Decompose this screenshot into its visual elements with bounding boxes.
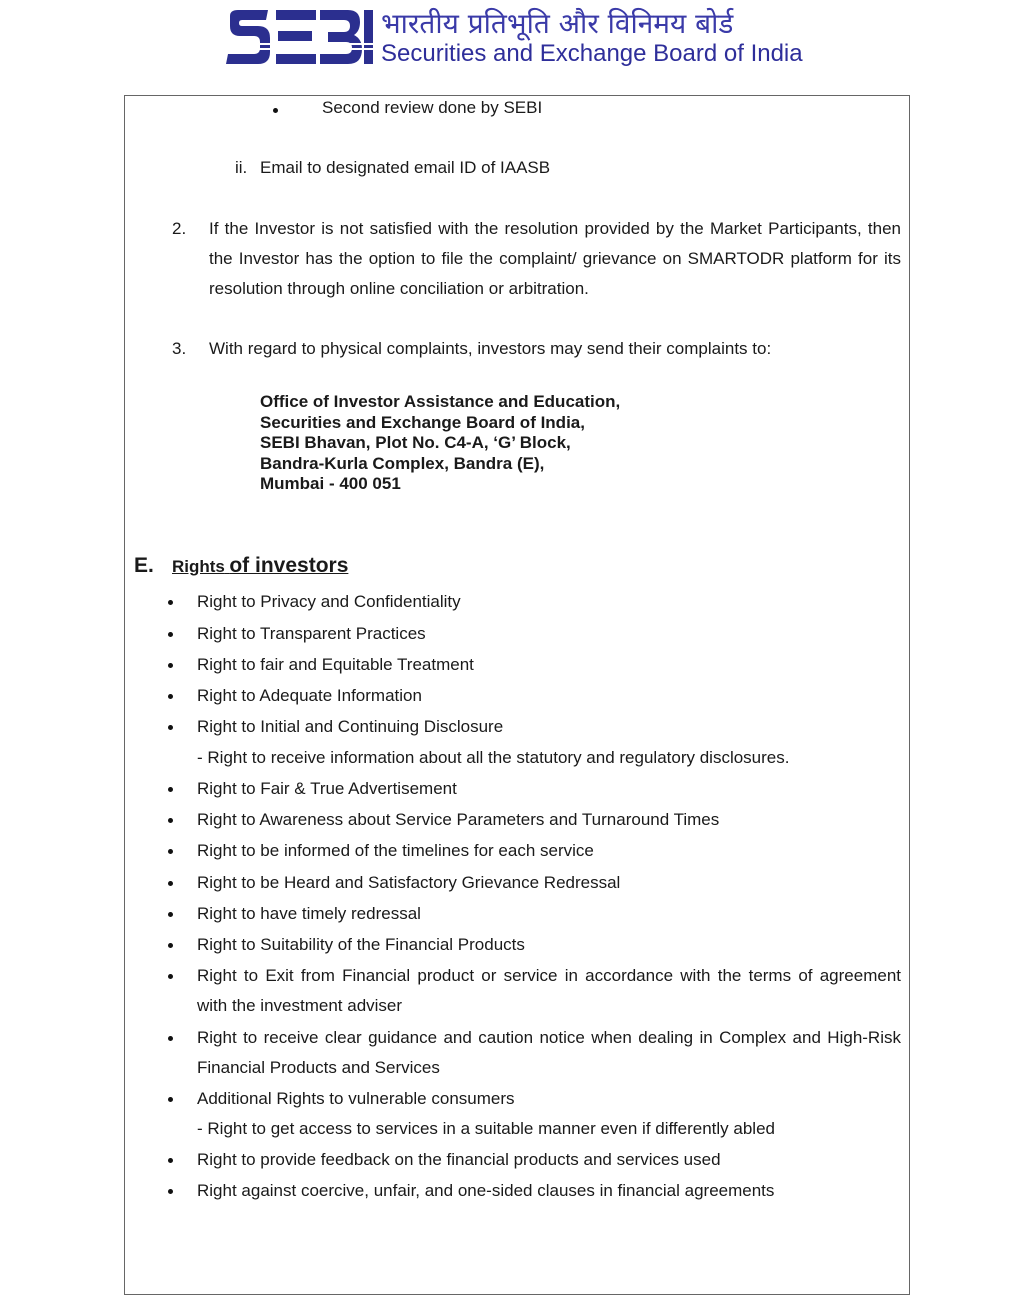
list-item: Right to Adequate Information [197,686,422,705]
list-item: Right to Fair & True Advertisement [197,779,457,798]
address-line: SEBI Bhavan, Plot No. C4-A, ‘G’ Block, [260,433,571,452]
item-2-line-1: If the Investor is not satisfied with the resolution provided by the Market Participants, then [209,219,901,238]
address-line: Bandra-Kurla Complex, Bandra (E), [260,453,545,473]
address-block [260,392,620,495]
english-org-name: Securities and Exchange Board of India [381,40,803,67]
list-item: Right to Exit from Financial product or service in accordance with the terms of agreement [197,966,901,985]
address-line: Mumbai - 400 051 [260,474,401,493]
bullet-dot [168,881,173,886]
sub-note: - Right to get access to services in a suitable manner even if differently abled [197,1119,775,1138]
bullet-dot [168,1097,173,1102]
item-ii-text: Email to designated email ID of IAASB [260,158,551,177]
section-title [172,554,348,578]
bullet-dot [273,108,278,113]
bullet-dot [168,974,173,979]
bullet-dot [168,943,173,948]
bullet-dot [168,1036,173,1041]
bullet-dot [168,1189,173,1194]
item-3-number: 3. [172,339,187,358]
list-item: Right to Transparent Practices [197,624,426,643]
list-item: Right to have timely redressal [197,904,421,923]
sebi-logo-mark [224,4,374,70]
list-item: Right against coercive, unfair, and one-sided clauses in financial agreements [197,1181,775,1200]
bullet-dot [168,1158,173,1163]
list-item: Right to be informed of the timelines for each service [197,841,594,860]
hindi-org-name: भारतीय प्रतिभूति और विनिमय बोर्ड [381,7,734,40]
item-ii-marker: ii. [235,158,248,177]
address-line: Securities and Exchange Board of India, [260,412,585,432]
section-title-part2: of investors [229,554,349,577]
address-line: Office of Investor Assistance and Education, [260,392,621,411]
section-letter: E. [134,554,154,577]
item-2-number: 2. [172,219,187,238]
list-item: Right to Privacy and Confidentiality [197,592,461,611]
bullet-dot [168,600,173,605]
bullet-dot [168,818,173,823]
list-item-continuation: Financial Products and Services [197,1058,440,1077]
item-3-text: With regard to physical complaints, investors may send their complaints to: [209,339,772,358]
list-item: Right to Suitability of the Financial Products [197,935,525,954]
item-2-line-2: the Investor has the option to file the complaint/ grievance on SMARTODR platform for its [209,249,901,268]
item-2-line-3: resolution through online conciliation or arbitration. [209,279,589,298]
section-title-part1: Rights [172,557,225,576]
sebi-logo [224,4,374,75]
bullet-dot [168,912,173,917]
sub-note: - Right to receive information about all the statutory and regulatory disclosures. [197,748,790,767]
list-item: Right to be Heard and Satisfactory Grievance Redressal [197,873,621,892]
list-item-continuation: with the investment adviser [197,996,403,1015]
bullet-dot [168,849,173,854]
list-item: Additional Rights to vulnerable consumers [197,1089,515,1108]
sub-bullet-text: Second review done by SEBI [322,98,543,117]
bullet-dot [168,694,173,699]
list-item: Right to provide feedback on the financial products and services used [197,1150,721,1169]
list-item: Right to Awareness about Service Parameters and Turnaround Times [197,810,720,829]
bullet-dot [168,663,173,668]
bullet-dot [168,725,173,730]
list-item: Right to Initial and Continuing Disclosure [197,717,504,736]
bullet-dot [168,632,173,637]
list-item: Right to receive clear guidance and caution notice when dealing in Complex and High-Risk [197,1028,901,1047]
list-item: Right to fair and Equitable Treatment [197,655,474,674]
bullet-dot [168,787,173,792]
